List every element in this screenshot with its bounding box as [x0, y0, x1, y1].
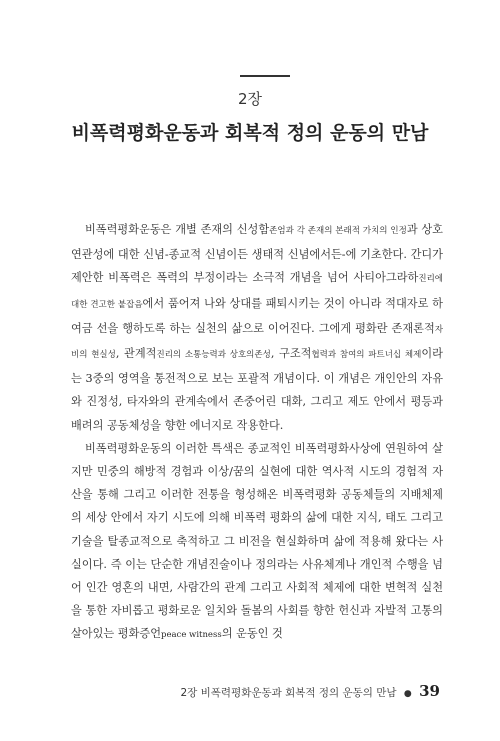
body-paragraph	[71, 437, 443, 648]
inline-gloss: 자비의 현실성	[71, 324, 443, 361]
paragraph-text: 과 상호연관성에 대한 신념-종교적 신념이든 생태적 신념에서든-에 기초한다. 간디가 제안한 비폭력은 폭력의 부정이라는 소극적 개념을 넘어 사티아그라하	[71, 223, 443, 285]
inline-gloss: 진리에 대한 견고한 붙잡음	[71, 274, 443, 310]
body-text	[71, 218, 443, 648]
inline-gloss: 진리의 소통능력과 상호의존성	[156, 350, 271, 361]
chapter-label: 2장	[237, 90, 263, 108]
inline-gloss: peace witness	[161, 630, 222, 641]
paragraph-text: 비폭력평화운동은 개별 존재의 신성함	[85, 223, 270, 236]
page-footer	[180, 682, 440, 700]
running-head: 2장 비폭력평화운동과 회복적 정의 운동의 만남	[180, 687, 397, 699]
paragraph-text: 이라는 3중의 영역을 통전적으로 보는 포괄적 개념이다. 이 개념은 개인안의 자유와 진정성, 타자와의 관계속에서 존중어린 대화, 그리고 제도 안에서 평등과 배려의 공동체성을 향한 에너지로 작용한다.	[71, 347, 443, 432]
inline-gloss: 협력과 참여의 파트너십 체제	[311, 350, 422, 361]
page-number: 39	[419, 682, 440, 700]
paragraph-text: 의 운동인 것	[221, 627, 283, 641]
body-paragraph	[71, 218, 443, 437]
footer-bullet: ●	[403, 689, 412, 699]
paragraph-text: 비폭력평화운동의 이러한 특색은 종교적인 비폭력평화사상에 연원하여 살지만 민중의 해방적 경험과 이상/꿈의 실현에 대한 역사적 시도의 경험적 자산을 통해 그리고 이러한 전통을 형성해온 비폭력평화 공동체들의 지배체제의 세상 안에서 자기 시도에 의해 비폭력 평화의 삶에 대한 지식, 태도 그리고 기술을 탈종교적으로 축적하고 그 비전을 현실화하며 삶에 적용해 왔다는 사실이다. 즉 이는 단순한 개념진술이나 정의라는 사유체계나 개인적 수행을 넘어 인간 영혼의 내면, 사람간의 관계 그리고 사회적 체제에 대한 변혁적 실천을 통한 자비롭고 평화로운 일치와 돌봄의 사회를 향한 헌신과 자발적 고통의 살아있는 평화증언	[71, 441, 443, 641]
paragraph-text: 에서 품어져 나와 상대를 패퇴시키는 것이 아니라 적대자로 하여금 선을 행하도록 하는 실천의 삶으로 이어진다. 그에게 평화란 존재론적	[71, 296, 443, 335]
inline-gloss: 존엄과 각 존재의 본래적 가치의 인정	[269, 226, 407, 236]
chapter-title: 비폭력평화운동과 회복적 정의 운동의 만남	[71, 122, 429, 144]
paragraph-text: , 관계적	[115, 347, 157, 361]
paragraph-text: , 구조적	[270, 347, 312, 361]
chapter-divider-rule	[240, 75, 290, 77]
